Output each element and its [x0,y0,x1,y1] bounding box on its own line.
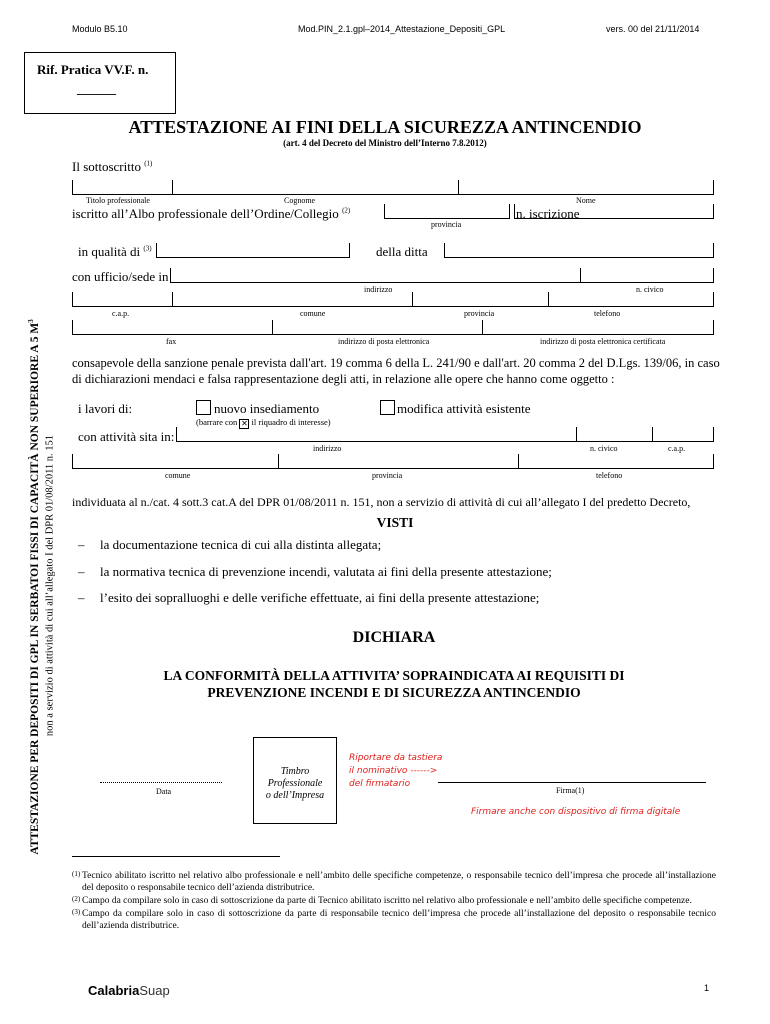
page-number: 1 [704,983,710,993]
qualita-text: in qualità di [78,244,141,259]
timbro-text [254,766,336,802]
hint-pre: (barrare con [196,417,238,427]
iscritto-label [72,206,350,222]
indirizzo-field[interactable] [170,268,714,283]
footnote-sup: (3) [72,908,81,916]
checked-box-icon: ✕ [241,419,248,428]
footnote-item [72,870,716,894]
side-title-sup: 3 [27,319,36,323]
footnote-text: Campo da compilare solo in caso di sottoscrizione da parte di Tecnico abilitato iscritto nel relativo albo professionale e nell’ambito delle specifiche competenze. [82,896,692,906]
caption-provincia-2: provincia [464,309,495,318]
logo-bold: Calabria [88,983,140,998]
footnote-text: Campo da compilare solo in caso di sottoscrizione da parte di responsabile tecnico dell’impresa che procede all’installazione del deposito o responsabile tecnico dell’azienda distributrice. [82,909,716,931]
caption-nome: Nome [576,196,596,205]
sottoscritto-sup: (1) [144,159,153,168]
opt-nuovo-label: nuovo insediamento [214,401,320,416]
caption-cap: c.a.p. [112,309,130,318]
consapevole-paragraph: consapevole della sanzione penale prevista dall'art. 19 comma 6 della L. 241/90 e dall'art. 20 comma 2 del D.Lgs. 139/06, in caso di dichiarazioni mendaci e falsa rappresentazione degli atti, in relazione alle opere che hanno come oggetto : [72,356,720,386]
caption-fax: fax [166,337,177,346]
visti-item: – la normativa tecnica di prevenzione incendi, valutata ai fini della presente attestazione; [100,564,552,580]
caption-cognome: Cognome [284,196,316,205]
rif-pratica-label: Rif. Pratica VV.F. n. [37,62,149,77]
caption-sita-comune: comune [165,471,191,480]
visti-item: – l’esito dei sopralluoghi e delle verifiche effettuate, ai fini della presente attestazione; [100,590,539,606]
caption-provincia: provincia [431,220,462,229]
caption-civico: n. civico [636,285,664,294]
iscritto-text: iscritto all’Albo professionale dell’Ordine/Collegio [72,206,339,221]
visti-item: – la documentazione tecnica di cui alla distinta allegata; [100,537,381,553]
firmatario-note-1: Riportare da tastiera [349,753,443,763]
dichiara-heading: DICHIARA [352,629,436,646]
sita-comune-field[interactable] [72,454,714,469]
lavori-label: i lavori di: [78,401,133,416]
cap-comune-field[interactable] [72,292,714,307]
caption-sita-telefono: telefono [596,471,623,480]
firma-text: Firma [556,786,576,795]
iscritto-sup: (2) [342,206,351,215]
timbro-box[interactable] [253,737,337,824]
page-title: ATTESTAZIONE AI FINI DELLA SICUREZZA ANTINCENDIO [128,117,642,137]
dichiara-line-1: LA CONFORMITÀ DELLA ATTIVITA’ SOPRAINDICATA AI REQUISITI DI [163,668,625,683]
qualita-field[interactable] [156,243,350,258]
footnote-text: Tecnico abilitato iscritto nel relativo albo professionale e nell’ambito delle specifiche competenze, o responsabile tecnico dell’impresa che procede all’installazione del deposito o responsabile tecnico dell’azienda distributrice. [82,871,716,893]
firmatario-note [349,752,442,791]
qualita-sup: (3) [143,244,152,253]
data-label: Data [156,787,172,796]
timbro-line-1: Timbro [280,766,310,777]
caption-sita-indirizzo: indirizzo [313,444,342,453]
footnote-sup: (1) [72,870,81,878]
qualita-label [78,244,152,260]
ditta-label: della ditta [376,244,428,259]
caption-sita-cap: c.a.p. [668,444,686,453]
caption-sita-civico: n. civico [590,444,618,453]
footnote-item [72,895,716,907]
ordine-field[interactable] [384,204,510,219]
fax-email-field[interactable] [72,320,714,335]
calabria-suap-logo [88,983,170,998]
firma-line[interactable] [438,782,706,783]
side-title [27,317,41,857]
n-iscrizione-text: n. iscrizione [516,206,580,221]
sottoscritto-label [72,159,152,175]
visti-heading: VISTI [376,515,414,530]
hint-post: il riquadro di interesse) [251,417,331,427]
opt-modifica-label: modifica attività esistente [397,401,531,416]
checkbox-nuovo[interactable] [196,400,211,415]
firmatario-note-2: il nominativo ------> [349,766,438,776]
n-iscrizione-field[interactable] [514,204,714,219]
footnote-sup: (2) [72,895,81,903]
caption-titolo: Titolo professionale [86,196,150,205]
caption-pec: indirizzo di posta elettronica certificata [540,337,666,346]
caption-indirizzo: indirizzo [364,285,393,294]
footnotes [72,870,716,932]
name-fields[interactable] [72,180,714,195]
caption-sita-provincia: provincia [372,471,403,480]
rif-pratica-value: ______ [77,81,116,96]
header-filename: Mod.PIN_2.1.gpl–2014_Attestazione_Depositi_GPL [298,24,506,34]
side-title-text: ATTESTAZIONE PER DEPOSITI DI GPL IN SERBATOI FISSI DI CAPACITÀ NON SUPERIORE A 5 M [28,322,41,855]
sita-indirizzo-field[interactable] [176,427,714,442]
caption-telefono: telefono [594,309,621,318]
header-module: Modulo B5.10 [72,24,128,34]
firma-label [556,786,584,795]
firma-digitale-note: Firmare anche con dispositivo di firma digitale [471,807,681,817]
dichiara-line-2: PREVENZIONE INCENDI E DI SICUREZZA ANTINCENDIO [207,685,581,700]
caption-email: indirizzo di posta elettronica [338,337,430,346]
ditta-field[interactable] [444,243,714,258]
checkbox-modifica[interactable] [380,400,395,415]
caption-comune: comune [300,309,326,318]
page-subtitle: (art. 4 del Decreto del Ministro dell’Interno 7.8.2012) [283,138,487,148]
firmatario-note-3: del firmatario [349,779,411,789]
firma-sup: (1) [575,786,585,795]
timbro-line-3: o dell’Impresa [265,790,325,801]
rif-pratica-box[interactable] [24,52,176,114]
sita-label: con attività sita in: [78,429,175,444]
timbro-line-2: Professionale [267,778,323,789]
footnote-separator [72,856,280,857]
logo-light: Suap [139,983,170,998]
ufficio-label: con ufficio/sede in [72,269,169,284]
footnote-item [72,908,716,932]
sottoscritto-text: Il sottoscritto [72,159,141,174]
header-version: vers. 00 del 21/11/2014 [606,24,700,34]
data-line[interactable] [100,782,222,783]
side-subtitle: non a servizio di attività di cui all’allegato I del DPR 01/08/2011 n. 151 [44,434,56,737]
individuata-text: individuata al n./cat. 4 sott.3 cat.A del DPR 01/08/2011 n. 151, non a servizio di attività di cui all’allegato I del predetto Decreto, [72,495,691,509]
